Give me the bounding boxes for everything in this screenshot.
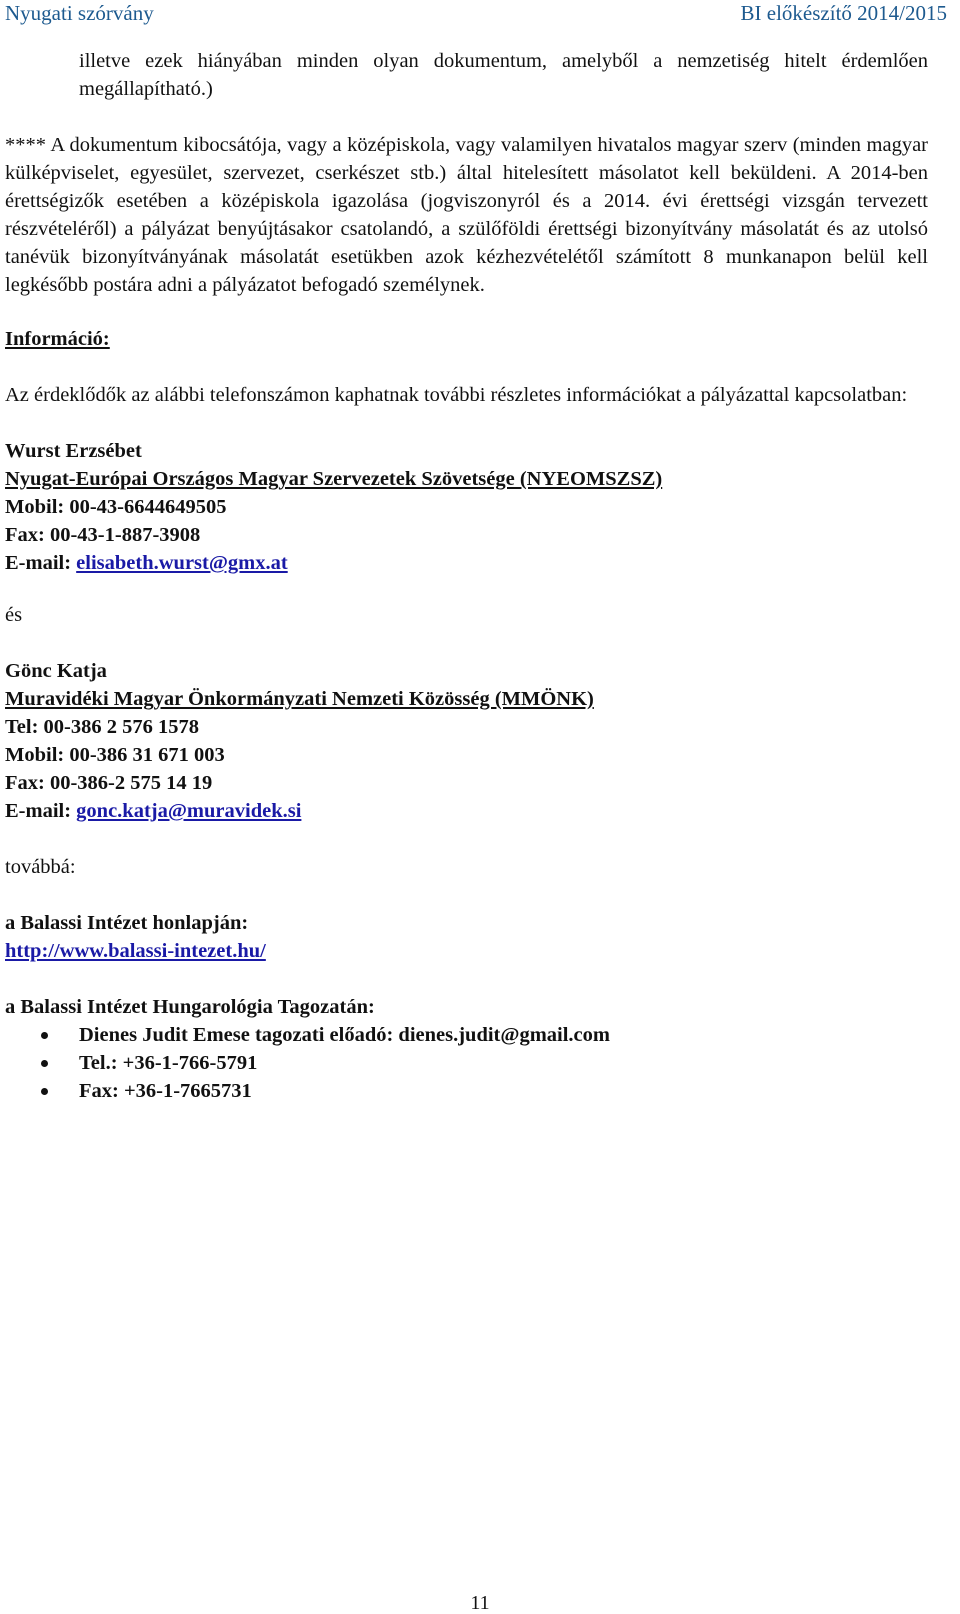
contact-name: Gönc Katja <box>5 660 107 682</box>
list-item <box>5 1021 928 1049</box>
list-item-text: Fax: +36-1-7665731 <box>79 1080 252 1102</box>
bullet-icon <box>41 1088 48 1095</box>
email-label: E-mail: <box>5 552 77 574</box>
list-item-text: Tel.: +36-1-766-5791 <box>79 1052 258 1074</box>
contact-tel: Tel: 00-386 2 576 1578 <box>5 716 199 738</box>
list-item-text: Dienes Judit Emese tagozati előadó: dienes.judit@gmail.com <box>79 1024 610 1046</box>
contact-block-1 <box>5 437 928 577</box>
contact-organization: Muravidéki Magyar Önkormányzati Nemzeti Közösség (MMÖNK) <box>5 688 594 710</box>
page-header <box>5 0 947 28</box>
contact-block-2 <box>5 657 928 825</box>
hungarology-list <box>5 1021 928 1105</box>
information-intro: Az érdeklődők az alábbi telefonszámon kaphatnak további részletes információkat a pályázattal kapcsolatban: <box>5 384 908 406</box>
balassi-website-block <box>5 909 928 965</box>
information-heading: Információ: <box>5 328 110 350</box>
contact-mobile: Mobil: 00-43-6644649505 <box>5 496 227 518</box>
bullet-icon <box>41 1060 48 1067</box>
conjunction-text: és <box>5 604 23 626</box>
page-content <box>5 47 928 1105</box>
contact-fax: Fax: 00-43-1-887-3908 <box>5 524 201 546</box>
balassi-website-link[interactable]: http://www.balassi-intezet.hu/ <box>5 940 266 962</box>
header-left-title: Nyugati szórvány <box>5 1 154 25</box>
list-item <box>5 1077 928 1105</box>
contact-fax: Fax: 00-386-2 575 14 19 <box>5 772 213 794</box>
contact-email-line <box>5 797 928 825</box>
hungarology-label: a Balassi Intézet Hungarológia Tagozatán: <box>5 996 375 1018</box>
footnote-paragraph: **** A dokumentum kibocsátója, vagy a középiskola, vagy valamilyen hivatalos magyar szerv (minden magyar külképviselet, egyesület, szervezet, cserkészet stb.) által hitelesített másolatot kell beküldeni. A 2014-ben érettségizők esetében a középiskola igazolása (jogviszonyról és a 2014. évi érettségi vizsgán tervezett részvételéről) a pályázat benyújtásakor csatolandó, a szülőföldi érettségi bizonyítvány másolatát és az utolsó tanévük bizonyítványának másolatát esetükben azok kézhezvételétől számított 8 munkanapon belül kell legkésőbb postára adni a pályázatot befogadó személynek. <box>5 134 928 296</box>
bullet-icon <box>41 1032 48 1039</box>
header-right-title: BI előkészítő 2014/2015 <box>740 1 947 25</box>
balassi-website-label: a Balassi Intézet honlapján: <box>5 912 249 934</box>
email-link[interactable]: gonc.katja@muravidek.si <box>76 800 302 822</box>
email-label: E-mail: <box>5 800 77 822</box>
email-link[interactable]: elisabeth.wurst@gmx.at <box>76 552 288 574</box>
furthermore-text: továbbá: <box>5 856 76 878</box>
contact-mobile: Mobil: 00-386 31 671 003 <box>5 744 225 766</box>
page-number: 11 <box>470 1592 490 1614</box>
list-item <box>5 1049 928 1077</box>
contact-name: Wurst Erzsébet <box>5 440 142 462</box>
hungarology-block <box>5 993 928 1105</box>
contact-organization: Nyugat-Európai Országos Magyar Szervezetek Szövetsége (NYEOMSZSZ) <box>5 468 663 490</box>
contact-email-line <box>5 549 928 577</box>
continuation-paragraph: illetve ezek hiányában minden olyan dokumentum, amelyből a nemzetiség hitelt érdemlően megállapítható.) <box>79 50 928 100</box>
